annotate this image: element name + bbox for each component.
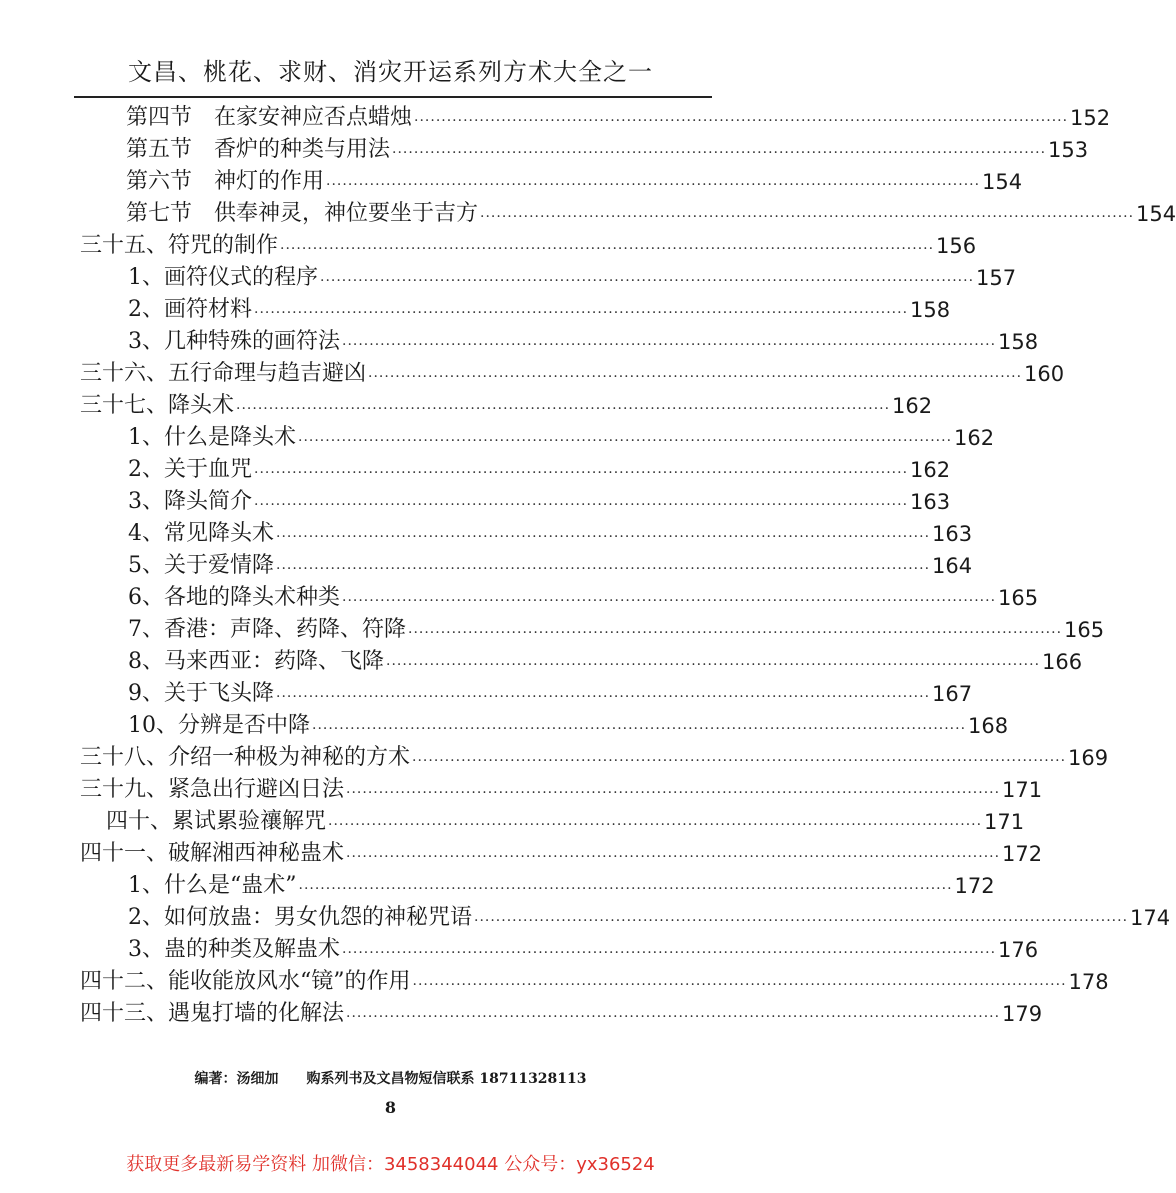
toc-entry-title: 9、关于飞头降 (128, 681, 274, 706)
toc-entry-title: 3、蛊的种类及解蛊术 (128, 937, 340, 962)
leader-dots: ························································································································ (480, 209, 1135, 225)
toc-entry (128, 644, 1083, 676)
leader-dots: ························································································································ (312, 721, 967, 737)
toc-entry (128, 868, 995, 900)
toc-entry (126, 196, 1176, 228)
toc-entry-title: 四十三、遇鬼打墙的化解法 (80, 1001, 345, 1026)
toc-entry-title: 7、香港：声降、药降、符降 (128, 617, 406, 642)
toc-entry (80, 388, 933, 420)
toc-entry (126, 164, 1023, 196)
toc-entry (80, 228, 977, 260)
toc-entry-page: 152 (1070, 106, 1111, 130)
toc-entry-title: 第五节 香炉的种类与用法 (126, 137, 391, 162)
toc-entry-title: 2、关于血咒 (128, 457, 252, 482)
toc-entry-title: 6、各地的降头术种类 (128, 585, 340, 610)
toc-entry-title: 2、画符材料 (128, 297, 252, 322)
leader-dots: ························································································································ (328, 817, 983, 833)
toc-entry-title: 2、如何放蛊：男女仇怨的神秘咒语 (128, 905, 472, 930)
toc-entry (128, 516, 973, 548)
page-number: 8 (384, 1098, 397, 1117)
leader-dots: ························································································································ (236, 401, 891, 417)
leader-dots: ························································································································ (276, 529, 931, 545)
leader-dots: ························································································································ (412, 977, 1067, 993)
toc-entry-page: 171 (1002, 778, 1043, 802)
toc-entry (80, 356, 1065, 388)
toc-entry (128, 260, 1017, 292)
leader-dots: ························································································································ (412, 753, 1067, 769)
toc-entry-title: 三十五、符咒的制作 (80, 233, 279, 258)
toc-entry-title: 1、画符仪式的程序 (128, 265, 318, 290)
toc-entry (128, 324, 1039, 356)
toc-entry-page: 163 (932, 522, 973, 546)
toc-entry-page: 158 (998, 330, 1039, 354)
leader-dots: ························································································································ (414, 113, 1069, 129)
toc-entry-title: 1、什么是降头术 (128, 425, 296, 450)
leader-dots: ························································································································ (368, 369, 1023, 385)
leader-dots: ························································································································ (326, 177, 981, 193)
toc-entry-title: 10、分辨是否中降 (128, 713, 310, 738)
leader-dots: ························································································································ (346, 785, 1001, 801)
header-rule (74, 96, 712, 98)
toc-entry-title: 三十九、紧急出行避凶日法 (80, 777, 345, 802)
toc-entry-page: 172 (1002, 842, 1043, 866)
toc-entry (126, 100, 1111, 132)
toc-entry (128, 900, 1171, 932)
toc-entry-title: 三十六、五行命理与趋吉避凶 (80, 361, 367, 386)
leader-dots: ························································································································ (276, 561, 931, 577)
toc-entry-title: 1、什么是“蛊术” (128, 873, 297, 898)
toc-entry (106, 804, 1025, 836)
toc-entry-page: 179 (1002, 1002, 1043, 1026)
toc-entry-title: 8、马来西亚：药降、飞降 (128, 649, 384, 674)
toc-entry-page: 171 (984, 810, 1025, 834)
leader-dots: ························································································································ (276, 689, 931, 705)
toc-entry (128, 420, 995, 452)
toc-entry-page: 164 (932, 554, 973, 578)
toc-entry-title: 三十八、介绍一种极为神秘的方术 (80, 745, 411, 770)
toc-entry (128, 932, 1039, 964)
leader-dots: ························································································································ (408, 625, 1063, 641)
leader-dots: ························································································································ (342, 945, 997, 961)
toc-entry-page: 165 (1064, 618, 1105, 642)
toc-entry (80, 964, 1109, 996)
toc-entry (128, 548, 973, 580)
leader-dots: ························································································································ (298, 433, 953, 449)
toc-entry-page: 153 (1048, 138, 1089, 162)
toc-entry-page: 176 (998, 938, 1039, 962)
toc-entry (128, 580, 1039, 612)
toc-entry (128, 452, 951, 484)
promo-banner: 获取更多最新易学资料 加微信：3458344044 公众号：yx36524 (126, 1154, 655, 1175)
leader-dots: ························································································································ (342, 337, 997, 353)
toc-entry-page: 163 (910, 490, 951, 514)
toc-entry-page: 157 (976, 266, 1017, 290)
toc-entry (80, 740, 1109, 772)
toc-entry-page: 172 (954, 874, 995, 898)
toc-entry-page: 169 (1068, 746, 1109, 770)
running-header: 文昌、桃花、求财、消灾开运系列方术大全之一 (128, 58, 653, 86)
toc-entry (128, 612, 1105, 644)
toc-entry-page: 174 (1130, 906, 1171, 930)
toc-entry (80, 996, 1043, 1028)
toc-entry-page: 168 (968, 714, 1009, 738)
toc-entry-page: 156 (936, 234, 977, 258)
toc-entry (126, 132, 1089, 164)
toc-entry-page: 167 (932, 682, 973, 706)
toc-entry-title: 第六节 神灯的作用 (126, 169, 325, 194)
leader-dots: ························································································································ (346, 1009, 1001, 1025)
toc-entry-page: 154 (1136, 202, 1176, 226)
toc-entry (128, 292, 951, 324)
toc-entry (80, 772, 1043, 804)
toc-entry-page: 166 (1042, 650, 1083, 674)
author-credit: 编著：汤细加 购系列书及文昌物短信联系 18711328113 (194, 1071, 587, 1087)
toc-entry-title: 3、降头简介 (128, 489, 252, 514)
toc-entry-title: 四十二、能收能放风水“镜”的作用 (80, 969, 411, 994)
toc-entry-page: 162 (892, 394, 933, 418)
toc-entry-page: 162 (910, 458, 951, 482)
toc-entry (128, 676, 973, 708)
leader-dots: ························································································································ (342, 593, 997, 609)
toc-entry-page: 154 (982, 170, 1023, 194)
toc-entry-title: 三十七、降头术 (80, 393, 235, 418)
toc-entry-title: 四十、累试累验禳解咒 (106, 809, 327, 834)
toc-entry (128, 484, 951, 516)
toc-entry-title: 第七节 供奉神灵，神位要坐于吉方 (126, 201, 479, 226)
leader-dots: ························································································································ (474, 913, 1129, 929)
toc-entry-page: 178 (1068, 970, 1109, 994)
toc-entry-title: 第四节 在家安神应否点蜡烛 (126, 105, 413, 130)
leader-dots: ························································································································ (254, 497, 909, 513)
leader-dots: ························································································································ (386, 657, 1041, 673)
toc-entry-title: 3、几种特殊的画符法 (128, 329, 340, 354)
toc-entry-title: 四十一、破解湘西神秘蛊术 (80, 841, 345, 866)
toc-entry-title: 5、关于爱情降 (128, 553, 274, 578)
leader-dots: ························································································································ (254, 305, 909, 321)
toc-entry-page: 158 (910, 298, 951, 322)
leader-dots: ························································································································ (392, 145, 1047, 161)
toc-entry (128, 708, 1009, 740)
leader-dots: ························································································································ (298, 881, 953, 897)
toc-entry-title: 4、常见降头术 (128, 521, 274, 546)
leader-dots: ························································································································ (280, 241, 935, 257)
toc-entry (80, 836, 1043, 868)
leader-dots: ························································································································ (254, 465, 909, 481)
toc-entry-page: 162 (954, 426, 995, 450)
leader-dots: ························································································································ (320, 273, 975, 289)
leader-dots: ························································································································ (346, 849, 1001, 865)
toc-entry-page: 165 (998, 586, 1039, 610)
toc-entry-page: 160 (1024, 362, 1065, 386)
